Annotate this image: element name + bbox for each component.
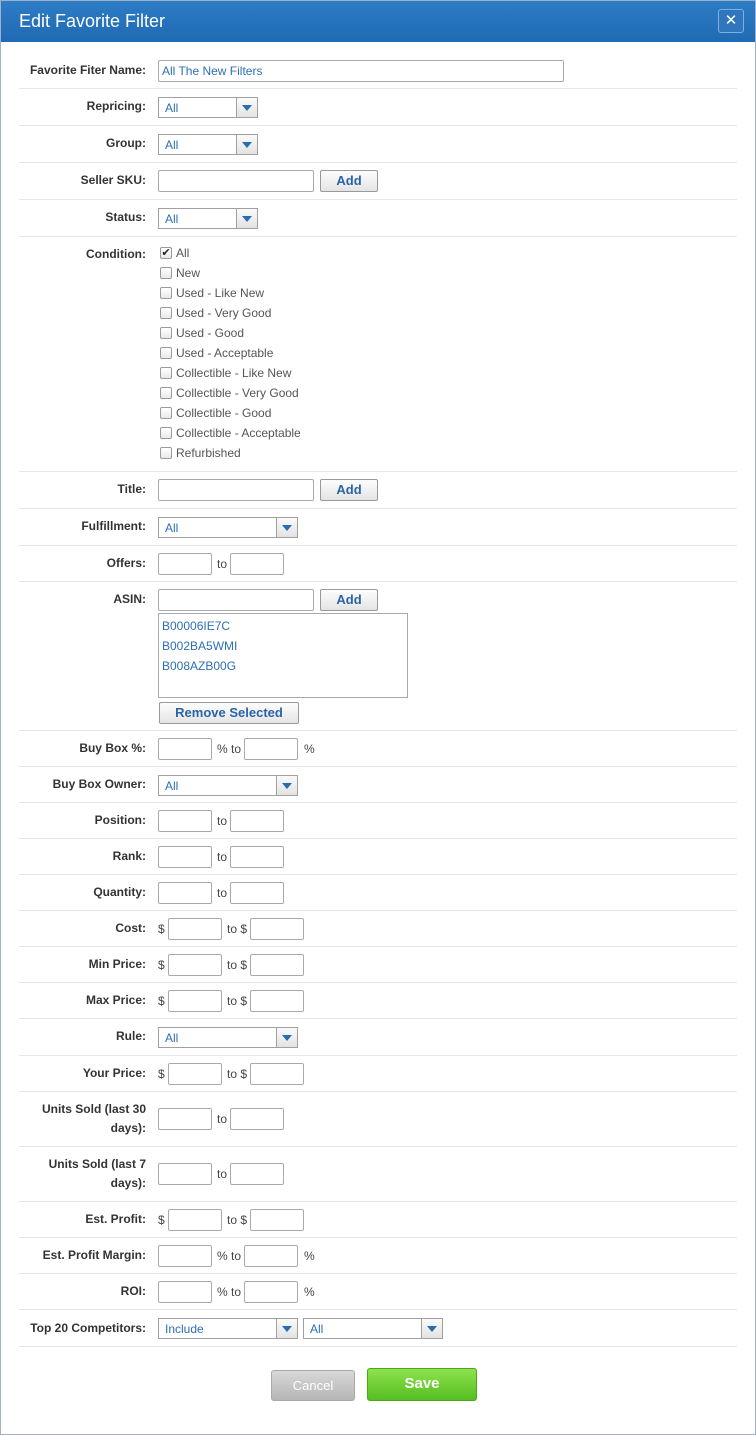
quantity-max-input[interactable] — [230, 882, 284, 904]
checkbox[interactable] — [160, 367, 172, 379]
group-value: All — [165, 138, 179, 152]
seller-sku-input[interactable] — [158, 170, 314, 192]
est-margin-unit: % — [304, 1249, 315, 1263]
fulfillment-label: Fulfillment: — [81, 519, 146, 533]
units-7-label-line2: days): — [110, 1176, 146, 1190]
condition-label: Condition: — [86, 247, 146, 261]
units-30-min-input[interactable] — [158, 1108, 212, 1130]
min-price-min-input[interactable] — [168, 954, 222, 976]
row-quantity — [19, 875, 737, 911]
row-units-30 — [19, 1092, 737, 1147]
row-your-price — [19, 1056, 737, 1092]
max-price-min-input[interactable] — [168, 990, 222, 1012]
your-price-currency: $ — [158, 1067, 165, 1081]
min-price-currency: $ — [158, 958, 165, 972]
buybox-owner-label: Buy Box Owner: — [52, 777, 146, 791]
buybox-pct-label: Buy Box %: — [79, 741, 146, 755]
chevron-down-icon — [421, 1319, 442, 1338]
name-label: Favorite Fiter Name: — [29, 63, 146, 77]
offers-label: Offers: — [106, 556, 146, 570]
roi-label: ROI: — [120, 1284, 146, 1298]
condition-option-label: Used - Like New — [176, 286, 265, 300]
top20-value: All — [310, 1322, 324, 1336]
buybox-pct-max-input[interactable] — [244, 738, 298, 760]
units-30-label-line2: days): — [110, 1121, 146, 1135]
checkbox[interactable] — [160, 427, 172, 439]
status-value: All — [165, 212, 179, 226]
row-max-price — [19, 983, 737, 1019]
row-min-price — [19, 947, 737, 983]
row-offers — [19, 546, 737, 582]
est-profit-min-input[interactable] — [168, 1209, 222, 1231]
top20-mode-value: Include — [165, 1322, 204, 1336]
row-buybox-owner — [19, 767, 737, 803]
position-max-input[interactable] — [230, 810, 284, 832]
cost-to: to $ — [227, 922, 248, 936]
row-asin — [19, 582, 737, 731]
units-7-to: to — [217, 1167, 228, 1181]
condition-option-label: Collectible - Good — [176, 406, 272, 420]
checkbox[interactable] — [160, 267, 172, 279]
top20-mode-select[interactable] — [158, 1318, 298, 1339]
asin-label: ASIN: — [113, 592, 146, 606]
seller-sku-label: Seller SKU: — [80, 173, 146, 187]
max-price-max-input[interactable] — [250, 990, 304, 1012]
max-price-to: to $ — [227, 994, 248, 1008]
row-est-margin — [19, 1238, 737, 1274]
roi-to: % to — [217, 1285, 242, 1299]
chevron-down-icon — [276, 518, 297, 537]
buybox-pct-to: % to — [217, 742, 242, 756]
repricing-value: All — [165, 101, 179, 115]
condition-option-label: Collectible - Very Good — [176, 386, 299, 400]
checkbox[interactable] — [160, 287, 172, 299]
save-button[interactable]: Save — [367, 1368, 477, 1401]
title-label: Title: — [117, 482, 146, 496]
row-top20 — [19, 1310, 737, 1347]
condition-option-label: Collectible - Acceptable — [176, 426, 301, 440]
seller-sku-add-button[interactable]: Add — [320, 170, 378, 192]
cost-currency: $ — [158, 922, 165, 936]
status-label: Status: — [105, 210, 146, 224]
units-30-label-line1: Units Sold (last 30 — [41, 1102, 146, 1116]
offers-to: to — [217, 557, 228, 571]
est-margin-min-input[interactable] — [158, 1245, 212, 1267]
row-roi — [19, 1274, 737, 1310]
checkbox[interactable] — [160, 327, 172, 339]
row-cost — [19, 911, 737, 947]
group-select[interactable] — [158, 134, 258, 155]
condition-option-label: All — [176, 246, 190, 260]
list-item[interactable]: B008AZB00G — [162, 659, 237, 673]
rank-to: to — [217, 850, 228, 864]
list-item[interactable]: B002BA5WMI — [162, 639, 238, 653]
your-price-max-input[interactable] — [250, 1063, 304, 1085]
filter-form — [19, 52, 737, 1347]
your-price-min-input[interactable] — [168, 1063, 222, 1085]
buybox-owner-value: All — [165, 779, 179, 793]
checkbox-checked[interactable]: ✔ — [161, 247, 171, 259]
roi-unit: % — [304, 1285, 315, 1299]
est-margin-label: Est. Profit Margin: — [42, 1248, 146, 1262]
checkbox[interactable] — [160, 307, 172, 319]
checkbox[interactable] — [160, 387, 172, 399]
rule-label: Rule: — [116, 1029, 146, 1043]
chevron-down-icon — [236, 98, 257, 117]
chevron-down-icon — [236, 209, 257, 228]
units-7-max-input[interactable] — [230, 1163, 284, 1185]
asin-input[interactable] — [158, 589, 314, 611]
asin-listbox[interactable] — [158, 613, 408, 698]
quantity-to: to — [217, 886, 228, 900]
est-profit-max-input[interactable] — [250, 1209, 304, 1231]
row-rule — [19, 1019, 737, 1056]
row-rank — [19, 839, 737, 875]
offers-min-input[interactable] — [158, 553, 212, 575]
title-add-button[interactable]: Add — [320, 479, 378, 501]
quantity-min-input[interactable] — [158, 882, 212, 904]
units-30-max-input[interactable] — [230, 1108, 284, 1130]
row-name — [19, 52, 737, 89]
rank-min-input[interactable] — [158, 846, 212, 868]
remove-selected-button[interactable]: Remove Selected — [159, 702, 299, 724]
condition-option-label: New — [176, 266, 201, 280]
est-profit-label: Est. Profit: — [85, 1212, 146, 1226]
asin-add-button[interactable]: Add — [320, 589, 378, 611]
your-price-label: Your Price: — [82, 1066, 146, 1080]
max-price-label: Max Price: — [85, 993, 146, 1007]
top20-value-select[interactable] — [303, 1318, 443, 1339]
dialog-title: Edit Favorite Filter — [19, 11, 166, 31]
top20-label: Top 20 Competitors: — [30, 1321, 146, 1335]
quantity-label: Quantity: — [93, 885, 146, 899]
units-7-min-input[interactable] — [158, 1163, 212, 1185]
position-to: to — [217, 814, 228, 828]
fulfillment-select[interactable] — [158, 517, 298, 538]
est-margin-to: % to — [217, 1249, 242, 1263]
max-price-currency: $ — [158, 994, 165, 1008]
min-price-to: to $ — [227, 958, 248, 972]
condition-option-label: Used - Acceptable — [176, 346, 274, 360]
repricing-label: Repricing: — [86, 99, 146, 113]
list-item[interactable]: B00006IE7C — [162, 619, 231, 633]
row-position — [19, 803, 737, 839]
close-button[interactable] — [718, 9, 744, 33]
chevron-down-icon — [276, 1028, 297, 1047]
close-icon: ✕ — [724, 12, 738, 29]
row-fulfillment — [19, 509, 737, 546]
position-label: Position: — [94, 813, 146, 827]
units-30-to: to — [217, 1112, 228, 1126]
row-group — [19, 126, 737, 163]
fulfillment-value: All — [165, 521, 179, 535]
your-price-to: to $ — [227, 1067, 248, 1081]
condition-option-label: Used - Good — [176, 326, 245, 340]
filter-name-input[interactable] — [158, 60, 564, 82]
row-condition — [19, 237, 737, 472]
chevron-down-icon — [236, 135, 257, 154]
est-margin-max-input[interactable] — [244, 1245, 298, 1267]
rule-select[interactable] — [158, 1027, 298, 1048]
cancel-button[interactable]: Cancel — [271, 1370, 355, 1401]
row-est-profit — [19, 1202, 737, 1238]
chevron-down-icon — [276, 1319, 297, 1338]
position-min-input[interactable] — [158, 810, 212, 832]
row-repricing — [19, 89, 737, 126]
status-select[interactable] — [158, 208, 258, 229]
repricing-select[interactable] — [158, 97, 258, 118]
row-buybox-pct — [19, 731, 737, 767]
checkbox[interactable] — [160, 447, 172, 459]
row-units-7 — [19, 1147, 737, 1202]
row-seller-sku — [19, 163, 737, 200]
rank-label: Rank: — [112, 849, 146, 863]
row-status — [19, 200, 737, 237]
roi-max-input[interactable] — [244, 1281, 298, 1303]
min-price-max-input[interactable] — [250, 954, 304, 976]
est-profit-currency: $ — [158, 1213, 165, 1227]
cost-label: Cost: — [115, 921, 146, 935]
condition-option-label: Collectible - Like New — [176, 366, 292, 380]
buybox-owner-select[interactable] — [158, 775, 298, 796]
buybox-pct-min-input[interactable] — [158, 738, 212, 760]
roi-min-input[interactable] — [158, 1281, 212, 1303]
checkbox[interactable] — [160, 407, 172, 419]
rule-value: All — [165, 1031, 179, 1045]
chevron-down-icon — [276, 776, 297, 795]
condition-option-label: Refurbished — [176, 446, 241, 460]
condition-option-label: Used - Very Good — [176, 306, 272, 320]
row-title — [19, 472, 737, 509]
rank-max-input[interactable] — [230, 846, 284, 868]
title-input[interactable] — [158, 479, 314, 501]
cost-min-input[interactable] — [168, 918, 222, 940]
dialog-titlebar — [1, 1, 755, 42]
units-7-label-line1: Units Sold (last 7 — [48, 1157, 146, 1171]
est-profit-to: to $ — [227, 1213, 248, 1227]
checkbox[interactable] — [160, 347, 172, 359]
group-label: Group: — [106, 136, 146, 150]
buybox-pct-unit: % — [304, 742, 315, 756]
cost-max-input[interactable] — [250, 918, 304, 940]
min-price-label: Min Price: — [88, 957, 146, 971]
offers-max-input[interactable] — [230, 553, 284, 575]
